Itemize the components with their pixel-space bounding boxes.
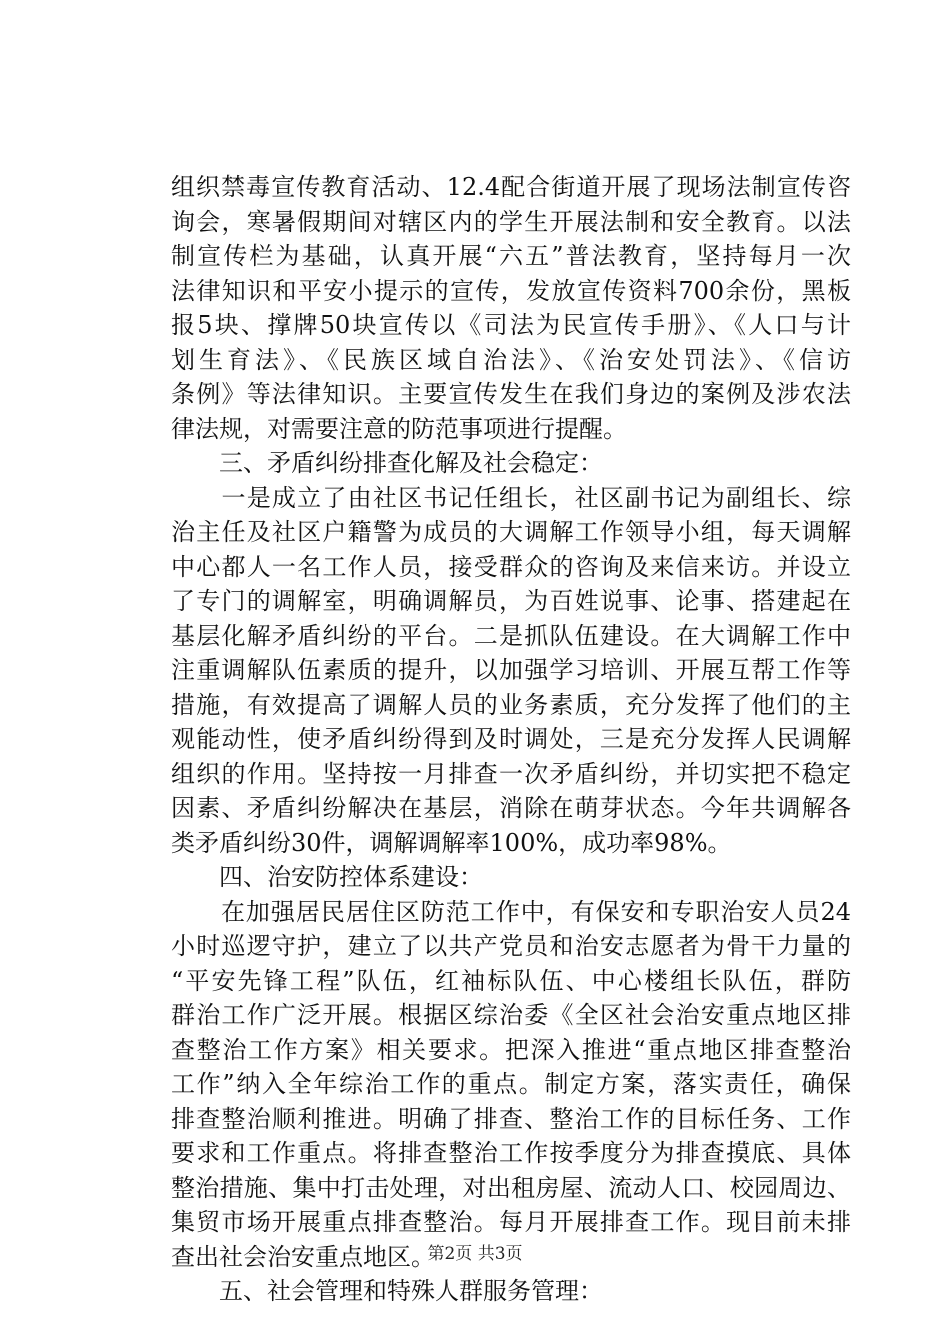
text-line: 整治措施、集中打击处理，对出租房屋、流动人口、校园周边、 xyxy=(171,1173,851,1202)
text-line: 小时巡逻守护，建立了以共产党员和治安志愿者为骨干力量的 xyxy=(171,932,851,960)
text-line: 五、社会管理和特殊人群服务管理： xyxy=(171,1277,603,1305)
text-line: 中心都人一名工作人员，接受群众的咨询及来信来访。并设立 xyxy=(171,552,851,581)
text-line: 条例》等法律知识。主要宣传发生在我们身边的案例及涉农法 xyxy=(171,380,851,408)
text-line: 询会，寒暑假期间对辖区内的学生开展法制和安全教育。以法 xyxy=(171,207,851,236)
text-line: 组织禁毒宣传教育活动、12.4配合街道开展了现场法制宣传咨 xyxy=(171,173,851,201)
text-line: 三、矛盾纠纷排查化解及社会稳定： xyxy=(171,449,603,477)
text-line: 因素、矛盾纠纷解决在基层，消除在萌芽状态。今年共调解各 xyxy=(171,794,851,822)
text-line: 集贸市场开展重点排查整治。每月开展排查工作。现目前未排 xyxy=(171,1208,851,1236)
text-line: 措施，有效提高了调解人员的业务素质，充分发挥了他们的主 xyxy=(171,690,851,719)
text-line: 观能动性，使矛盾纠纷得到及时调处，三是充分发挥人民调解 xyxy=(171,725,851,753)
text-line: “平安先锋工程”队伍，红袖标队伍、中心楼组长队伍，群防 xyxy=(171,966,851,995)
text-line: 排查整治顺利推进。明确了排查、整治工作的目标任务、工作 xyxy=(171,1104,851,1133)
text-line: 组织的作用。坚持按一月排查一次矛盾纠纷，并切实把不稳定 xyxy=(171,759,851,788)
text-line: 划生育法》、《民族区域自治法》、《治安处罚法》、《信访 xyxy=(171,345,851,374)
document-body xyxy=(171,170,851,1309)
text-line: 了专门的调解室，明确调解员，为百姓说事、论事、搭建起在 xyxy=(171,587,851,615)
text-line: 注重调解队伍素质的提升，以加强学习培训、开展互帮工作等 xyxy=(171,656,851,684)
text-line: 查整治工作方案》相关要求。把深入推进“重点地区排查整治 xyxy=(171,1035,851,1064)
text-line: 工作”纳入全年综治工作的重点。制定方案，落实责任，确保 xyxy=(171,1070,851,1098)
text-line: 一是成立了由社区书记任组长，社区副书记为副组长、综 xyxy=(171,483,851,512)
text-line: 在加强居民居住区防范工作中，有保安和专职治安人员24 xyxy=(171,897,851,926)
page-footer: 第2页 共3页 xyxy=(427,1244,523,1264)
text-line: 查出社会治安重点地区。 xyxy=(171,1242,435,1271)
text-line: 四、治安防控体系建设： xyxy=(171,863,483,891)
text-line: 制宣传栏为基础，认真开展“六五”普法教育，坚持每月一次 xyxy=(171,242,851,270)
text-line: 群治工作广泛开展。根据区综治委《全区社会治安重点地区排 xyxy=(171,1001,851,1029)
text-line: 类矛盾纠纷30件，调解调解率100%，成功率98%。 xyxy=(171,828,732,857)
text-line: 报5块、撑牌50块宣传以《司法为民宣传手册》、《人口与计 xyxy=(171,311,851,339)
text-line: 律法规，对需要注意的防范事项进行提醒。 xyxy=(171,414,627,443)
text-line: 基层化解矛盾纠纷的平台。二是抓队伍建设。在大调解工作中 xyxy=(171,621,851,650)
text-line: 法律知识和平安小提示的宣传，发放宣传资料700余份，黑板 xyxy=(171,276,851,305)
text-line: 要求和工作重点。将排查整治工作按季度分为排查摸底、具体 xyxy=(171,1139,851,1167)
text-line: 治主任及社区户籍警为成员的大调解工作领导小组，每天调解 xyxy=(171,518,851,546)
